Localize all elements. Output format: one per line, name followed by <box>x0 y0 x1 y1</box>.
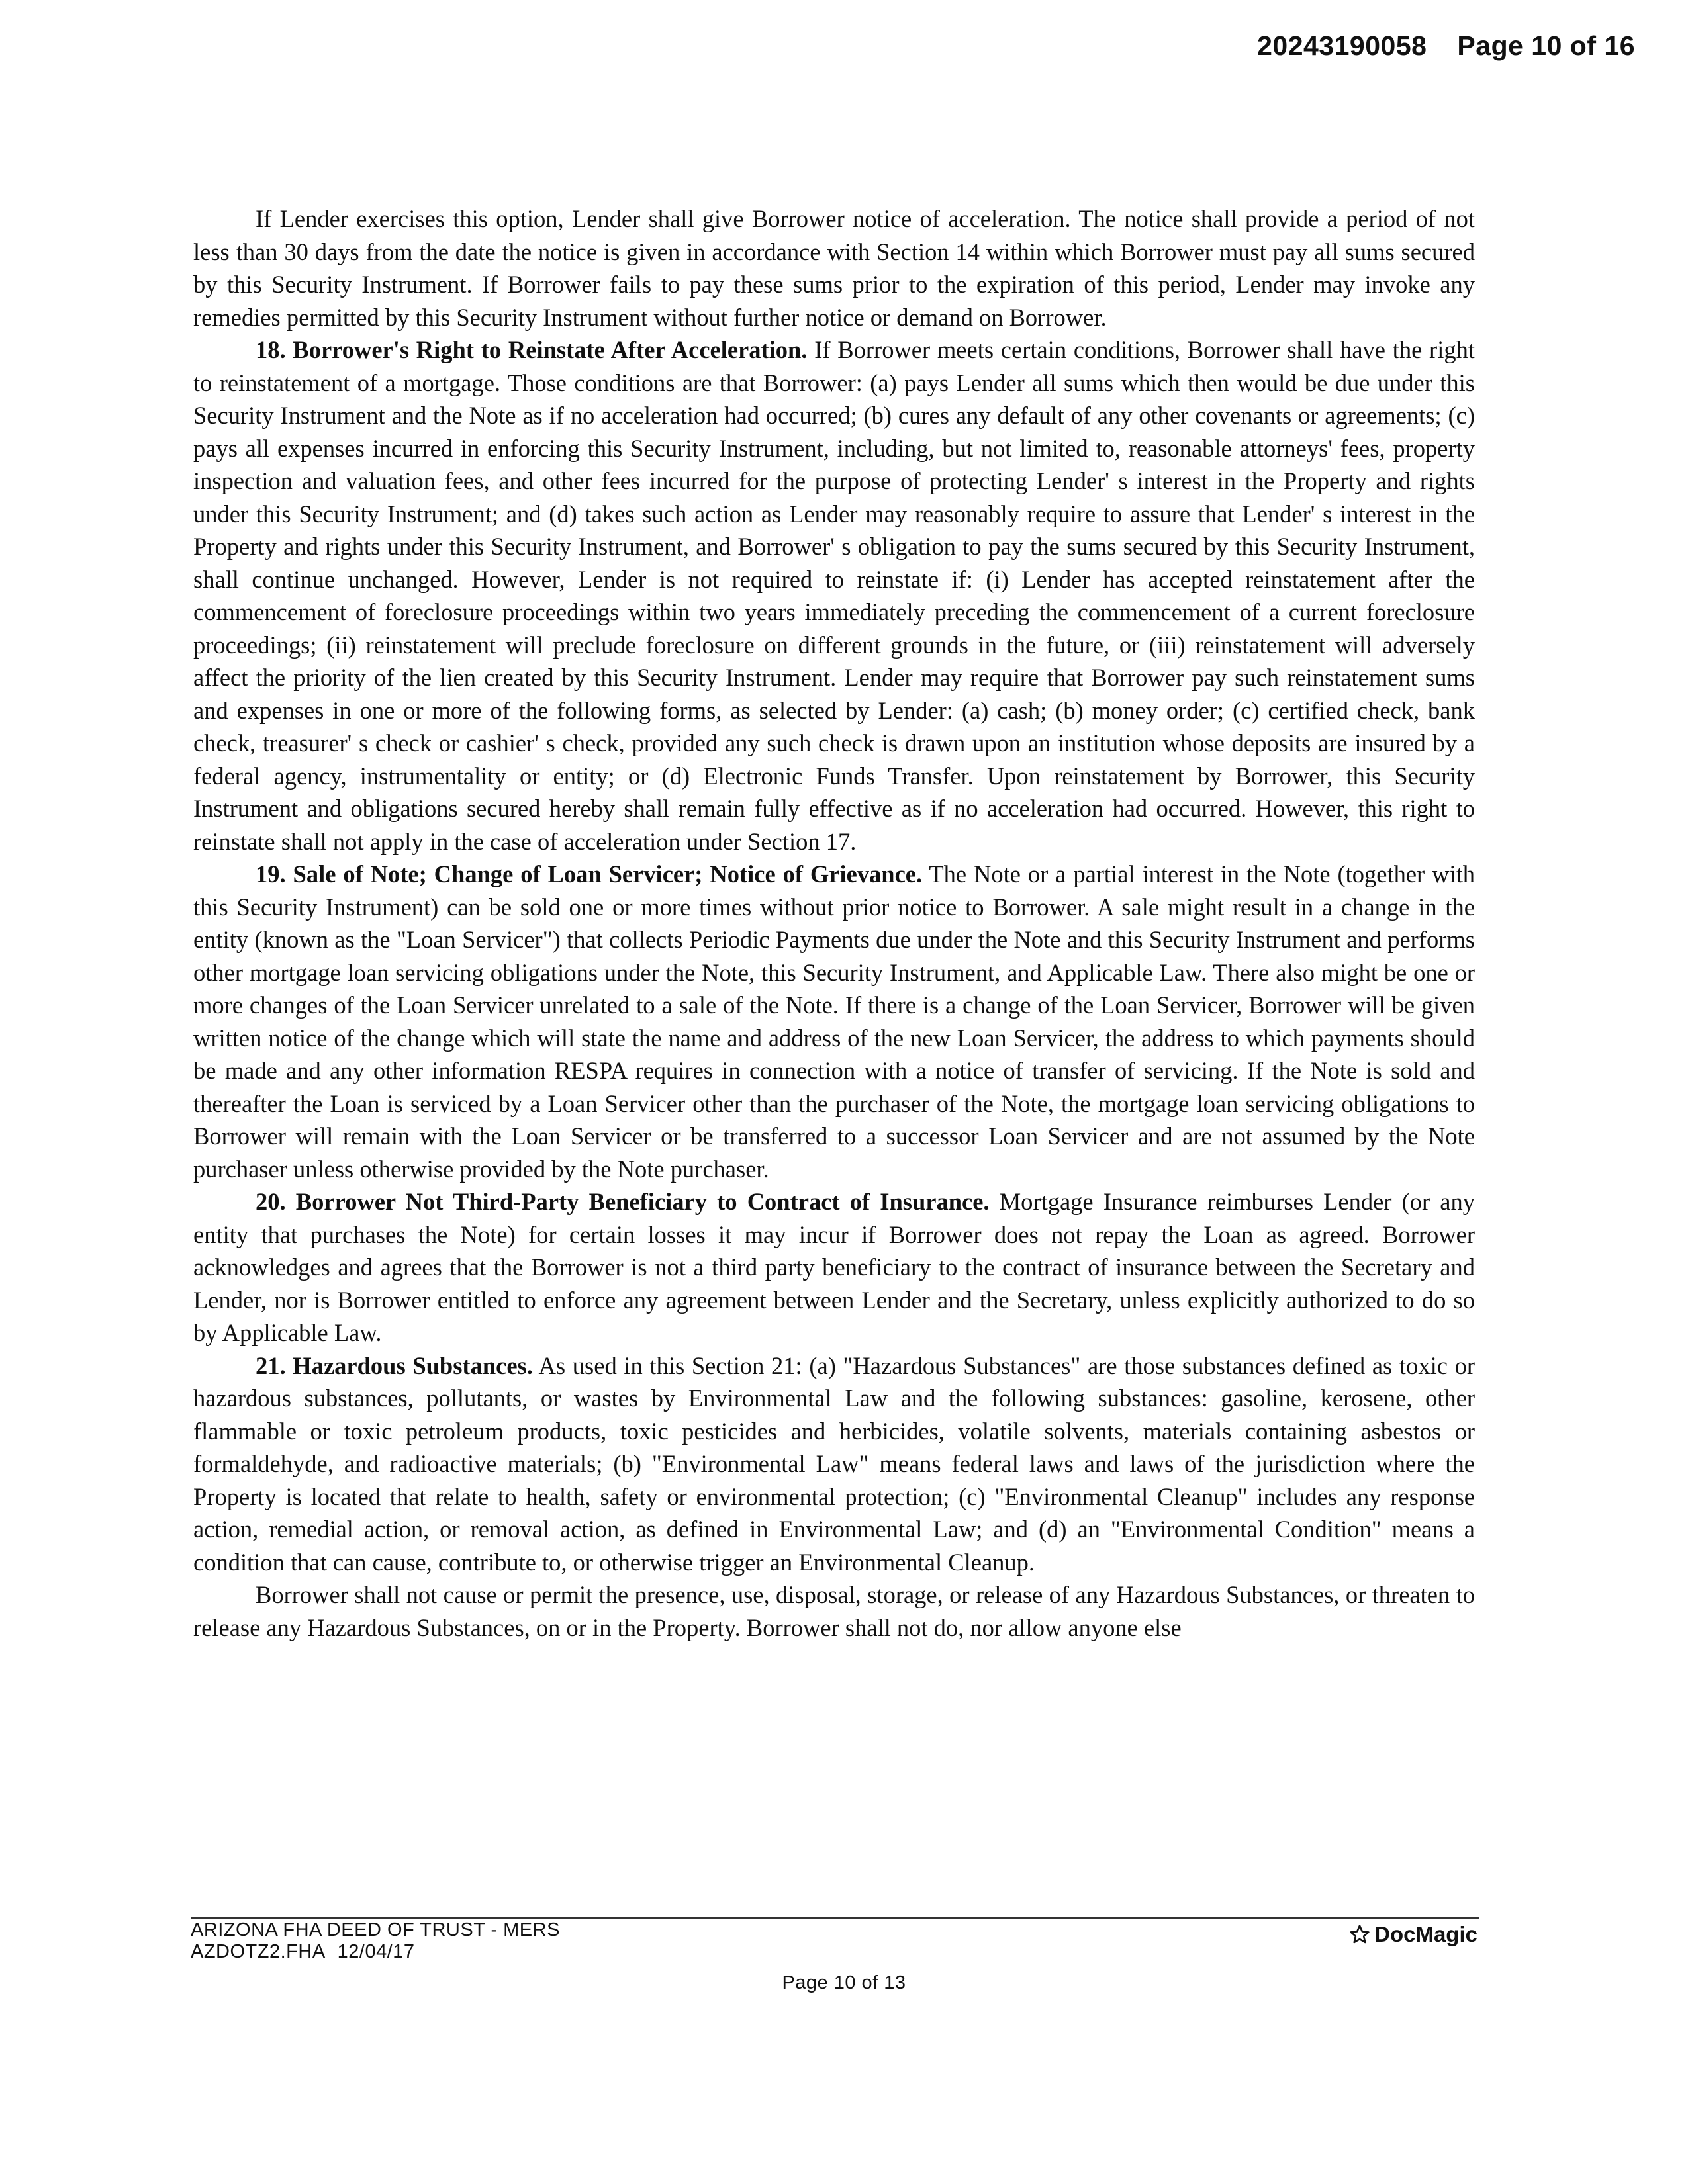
star-icon <box>1349 1924 1370 1945</box>
section-19-heading: 19. Sale of Note; Change of Loan Servicer; Notice of Grievance. <box>256 860 923 887</box>
section-19 <box>193 858 1475 1185</box>
section-20-heading: 20. Borrower Not Third-Party Beneficiary to Contract of Insurance. <box>256 1188 990 1215</box>
section-18-heading: 18. Borrower's Right to Reinstate After Acceleration. <box>256 336 808 363</box>
document-number: 20243190058 <box>1257 30 1427 61</box>
footer-form-code: AZDOTZ2.FHA <box>191 1941 326 1962</box>
section-20-text: Mortgage Insurance reimburses Lender (or any entity that purchases the Note) for certain losses it may incur if Borrower does not repay the Loan as agreed. Borrower acknowledges and agrees that the Borrower is not a third party beneficiary to the contract of insurance between the Secretary and Lender, nor is Borrower entitled to enforce any agreement between Lender and the Secretary, unless explicitly authorized to do so by Applicable Law. <box>193 1188 1475 1346</box>
footer-form-title: ARIZONA FHA DEED OF TRUST - MERS <box>191 1919 560 1940</box>
section-21-text: As used in this Section 21: (a) "Hazardous Substances" are those substances defined as toxic or hazardous substances, pollutants, or wastes by Environmental Law and the following substances: gasoline, kerosene, other flammable or toxic petroleum products, toxic pesticides and herbicides, volatile solvents, materials containing asbestos or formaldehyde, and radioactive materials; (b) "Environmental Law" means federal laws and laws of the jurisdiction where the Property is located that relate to health, safety or environmental protection; (c) "Environmental Cleanup" includes any response action, remedial action, or removal action, as defined in Environmental Law; and (d) an "Environmental Condition" means a condition that can cause, contribute to, or otherwise trigger an Environmental Cleanup. <box>193 1351 1475 1576</box>
paragraph-hazardous-substances-continued: Borrower shall not cause or permit the presence, use, disposal, storage, or release of any Hazardous Substances, or threaten to release any Hazardous Substances, on or in the Property. Borrower shall not do, nor allow anyone else <box>193 1581 1475 1641</box>
footer-form-info <box>191 1919 560 1963</box>
recording-page-label: Page 10 of 16 <box>1457 30 1635 61</box>
footer-divider <box>191 1917 1479 1919</box>
section-21-heading: 21. Hazardous Substances. <box>256 1351 533 1379</box>
footer-page-number: Page 10 of 13 <box>782 1972 906 1993</box>
section-20 <box>193 1185 1475 1349</box>
docmagic-logo <box>1349 1922 1477 1947</box>
section-18 <box>193 334 1475 858</box>
docmagic-brand-name: DocMagic <box>1374 1922 1477 1946</box>
paragraph-acceleration-notice: If Lender exercises this option, Lender shall give Borrower notice of acceleration. The notice shall provide a period of not less than 30 days from the date the notice is given in accordance with Section 14 within which Borrower must pay all sums secured by this Security Instrument. If Borrower fails to pay these sums prior to the expiration of this period, Lender may invoke any remedies permitted by this Security Instrument without further notice or demand on Borrower. <box>193 205 1475 331</box>
section-21 <box>193 1349 1475 1579</box>
footer-form-code-line <box>191 1941 560 1963</box>
recording-stamp <box>1257 30 1635 62</box>
section-19-text: The Note or a partial interest in the Note (together with this Security Instrument) can be sold one or more times without prior notice to Borrower. A sale might result in a change in the entity (known as the "Loan Servicer") that collects Periodic Payments due under the Note and this Security Instrument and performs other mortgage loan servicing obligations under the Note, this Security Instrument, and Applicable Law. There also might be one or more changes of the Loan Servicer unrelated to a sale of the Note. If there is a change of the Loan Servicer, Borrower will be given written notice of the change which will state the name and address of the new Loan Servicer, the address to which payments should be made and any other information RESPA requires in connection with a notice of transfer of servicing. If the Note is sold and thereafter the Loan is serviced by a Loan Servicer other than the purchaser of the Note, the mortgage loan servicing obligations to Borrower will remain with the Loan Servicer or be transferred to a successor Loan Servicer and are not assumed by the Note purchaser unless otherwise provided by the Note purchaser. <box>193 860 1475 1183</box>
footer-form-date: 12/04/17 <box>337 1941 415 1962</box>
section-18-text: If Borrower meets certain conditions, Borrower shall have the right to reinstatement of a mortgage. Those conditions are that Borrower: (a) pays Lender all sums which then would be due under this Security Instrument and the Note as if no acceleration had occurred; (b) cures any default of any other covenants or agreements; (c) pays all expenses incurred in enforcing this Security Instrument, including, but not limited to, reasonable attorneys' fees, property inspection and valuation fees, and other fees incurred for the purpose of protecting Lender' s interest in the Property and rights under this Security Instrument; and (d) takes such action as Lender may reasonably require to assure that Lender' s interest in the Property and rights under this Security Instrument, and Borrower' s obligation to pay the sums secured by this Security Instrument, shall continue unchanged. However, Lender is not required to reinstate if: (i) Lender has accepted reinstatement after the commencement of foreclosure proceedings within two years immediately preceding the commencement of a current foreclosure proceedings; (ii) reinstatement will preclude foreclosure on different grounds in the future, or (iii) reinstatement will adversely affect the priority of the lien created by this Security Instrument. Lender may require that Borrower pay such reinstatement sums and expenses in one or more of the following forms, as selected by Lender: (a) cash; (b) money order; (c) certified check, bank check, treasurer' s check or cashier' s check, provided any such check is drawn upon an institution whose deposits are insured by a federal agency, instrumentality or entity; or (d) Electronic Funds Transfer. Upon reinstatement by Borrower, this Security Instrument and obligations secured hereby shall remain fully effective as if no acceleration had occurred. However, this right to reinstate shall not apply in the case of acceleration under Section 17. <box>193 336 1475 855</box>
document-body <box>193 203 1475 1644</box>
